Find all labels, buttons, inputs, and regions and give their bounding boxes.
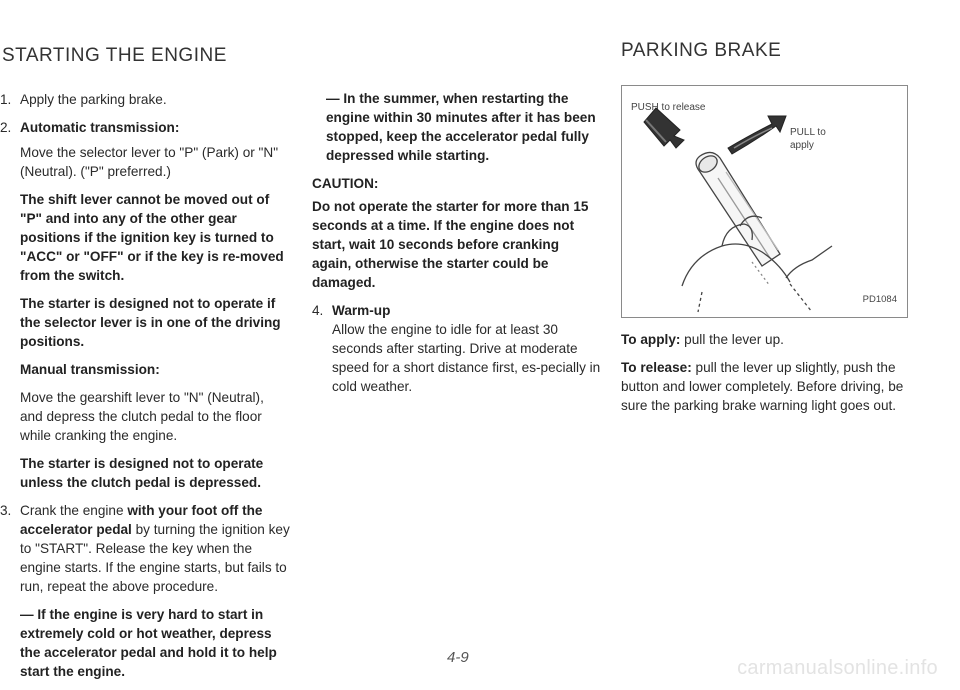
- cold-weather-note: — If the engine is very hard to start in extremely cold or hot weather, depress the accelerator pedal and hold it to help start the engine.: [20, 607, 277, 679]
- step-text-post: by turning the ignition key to "START". Release the key when the engine starts. If the engine starts, but fails to run, repeat the above procedure.: [20, 522, 290, 594]
- step-text-bold: with your foot off the accelerator pedal: [20, 503, 263, 537]
- release-text: pull the lever up slightly, push the button and lower completely. Before driving, be sure the parking brake warning light goes out.: [621, 360, 904, 413]
- arrow-push-icon: [644, 108, 684, 148]
- manual-instruction: Move the gearshift lever to "N" (Neutral), and depress the clutch pedal to the floor while cranking the engine.: [20, 390, 264, 443]
- auto-warning-shift: The shift lever cannot be moved out of "P" and into any of the other gear positions if the ignition key is turned to "ACC" or "OFF" or if the key is re-moved from the switch.: [20, 192, 284, 283]
- apply-instruction: [621, 330, 909, 349]
- step-heading: Automatic transmission:: [20, 120, 180, 135]
- section-title-parking-brake: PARKING BRAKE: [621, 40, 782, 61]
- push-label: PUSH to release: [631, 102, 706, 113]
- step-number: 4.: [312, 303, 324, 318]
- manual-heading: Manual transmission:: [20, 362, 160, 377]
- page-number: 4-9: [447, 649, 469, 666]
- auto-warning-starter: The starter is designed not to operate if the selector lever is in one of the driving positions.: [20, 296, 281, 349]
- step-text: Apply the parking brake.: [20, 92, 167, 107]
- step-heading: Warm-up: [332, 303, 391, 318]
- manual-warning: The starter is designed not to operate unless the clutch pedal is depressed.: [20, 456, 264, 490]
- brake-lever-icon: [696, 152, 780, 266]
- apply-text: pull the lever up.: [680, 332, 784, 347]
- apply-label: To apply:: [621, 332, 681, 347]
- caution-text: Do not operate the starter for more than 15 seconds at a time. If the engine does not start, wait 10 seconds before cranking again, otherwise the starter could be damaged.: [312, 199, 589, 290]
- figure-code: PD1084: [862, 294, 897, 305]
- section-title-starting-engine: STARTING THE ENGINE: [2, 45, 227, 66]
- step-4: [312, 301, 602, 320]
- step-number: 1.: [0, 92, 12, 107]
- step-3: [0, 501, 290, 596]
- step-number: 3.: [0, 503, 12, 518]
- watermark: carmanualsonline.info: [737, 657, 938, 679]
- step-1: [0, 90, 290, 109]
- column-middle: [312, 89, 602, 405]
- step-text-pre: Crank the engine: [20, 503, 128, 518]
- step-text: [20, 501, 290, 596]
- pull-label: PULL to apply: [790, 127, 826, 151]
- brake-lever-illustration: [622, 86, 907, 317]
- summer-note: — In the summer, when restarting the engine within 30 minutes after it has been stopped, keep the accelerator pedal fully depressed while starting.: [326, 91, 596, 163]
- parking-brake-figure: [621, 85, 908, 318]
- step-number: 2.: [0, 120, 12, 135]
- caution-label: CAUTION:: [312, 176, 379, 191]
- warmup-text: Allow the engine to idle for at least 30 seconds after starting. Drive at moderate speed for a short distance first, es-pecially in cold weather.: [332, 322, 601, 394]
- step-2: [0, 118, 290, 137]
- auto-instruction: Move the selector lever to "P" (Park) or "N" (Neutral). ("P" preferred.): [20, 145, 279, 179]
- column-right: [621, 330, 909, 424]
- release-instruction: [621, 358, 909, 415]
- arrow-pull-icon: [728, 116, 786, 154]
- release-label: To release:: [621, 360, 692, 375]
- column-left: [0, 90, 290, 690]
